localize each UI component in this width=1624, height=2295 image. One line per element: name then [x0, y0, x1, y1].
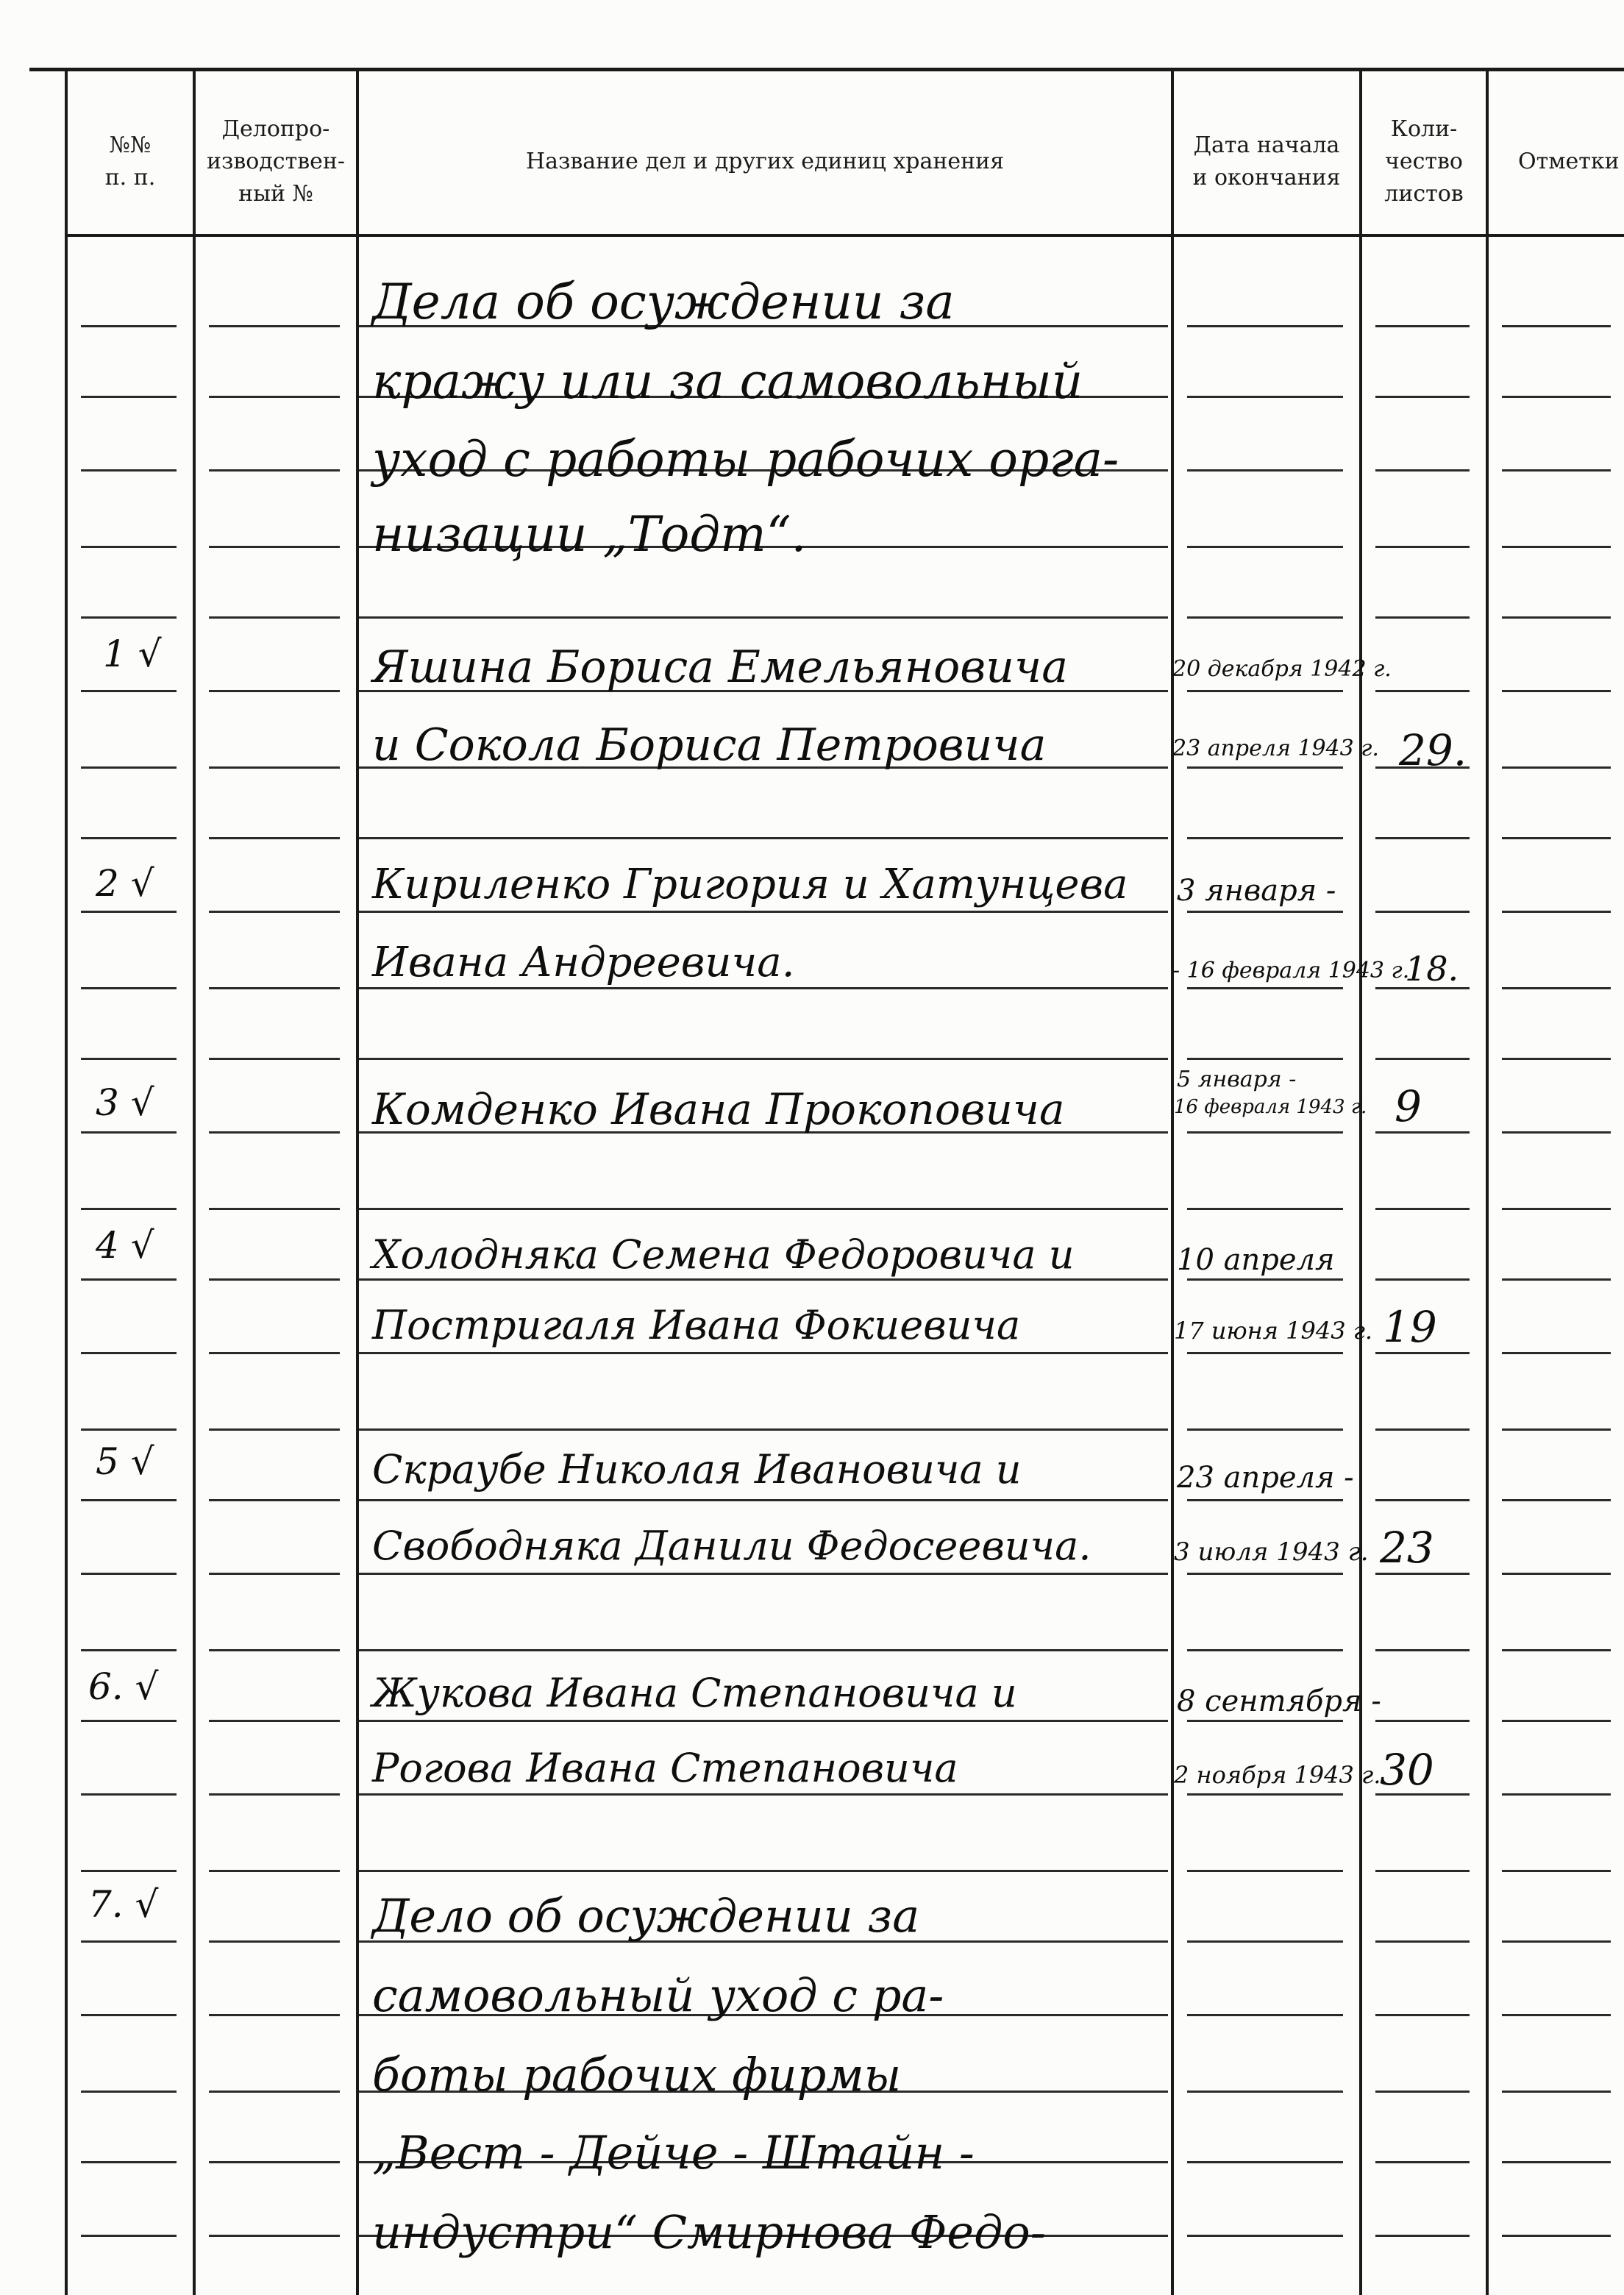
row-rule — [81, 1428, 177, 1431]
row-rule — [359, 1793, 1168, 1796]
row-rule — [1375, 2235, 1470, 2237]
entry-1-sheets: 29. — [1399, 725, 1467, 775]
entry-1-date-start: 20 декабря 1942 г. — [1172, 656, 1392, 682]
row-rule — [209, 325, 340, 327]
row-rule — [209, 469, 340, 472]
row-rule — [209, 546, 340, 548]
row-rule — [1187, 2091, 1343, 2093]
row-rule — [81, 1352, 177, 1354]
entry-2-sheets: 18. — [1405, 949, 1459, 989]
row-rule — [209, 396, 340, 398]
row-rule — [1375, 325, 1470, 327]
row-rule — [1375, 469, 1470, 472]
col-sep-3 — [1171, 70, 1174, 2295]
row-rule — [1502, 1870, 1611, 1872]
entry-4-date-start: 10 апреля — [1177, 1243, 1335, 1277]
row-rule — [1502, 1131, 1611, 1134]
row-rule — [81, 1278, 177, 1281]
row-rule — [1502, 2235, 1611, 2237]
row-rule — [81, 911, 177, 913]
row-rule — [1502, 1573, 1611, 1575]
row-rule — [81, 837, 177, 839]
row-rule — [1187, 1499, 1343, 1501]
row-rule — [1375, 1649, 1470, 1651]
row-rule — [1187, 911, 1343, 913]
entry-3-index: 3 √ — [96, 1081, 154, 1124]
row-rule — [209, 1131, 340, 1134]
row-rule — [1502, 1278, 1611, 1281]
header-bottom-border — [66, 234, 1624, 237]
entry-7-line3: боты рабочих фирмы — [372, 2048, 902, 2102]
row-rule — [209, 1649, 340, 1651]
row-rule — [209, 837, 340, 839]
row-rule — [1502, 325, 1611, 327]
table-top-border — [29, 68, 1624, 71]
row-rule — [209, 1428, 340, 1431]
row-rule — [81, 1573, 177, 1575]
row-rule — [81, 396, 177, 398]
row-rule — [1502, 1499, 1611, 1501]
entry-7-line5: индустри“ Смирнова Федо- — [372, 2205, 1046, 2259]
entry-7-line2: самовольный уход с ра- — [372, 1968, 944, 2022]
row-rule — [1375, 1499, 1470, 1501]
row-rule — [1375, 1720, 1470, 1722]
row-rule — [209, 1058, 340, 1060]
entry-7-index: 7. √ — [88, 1883, 159, 1926]
header-dates: Дата начала и окончания — [1192, 132, 1341, 191]
entry-2-index: 2 √ — [96, 862, 154, 905]
row-rule — [1187, 616, 1343, 619]
entry-3-line1: Комденко Ивана Прокоповича — [372, 1084, 1065, 1134]
row-rule — [1502, 2161, 1611, 2163]
row-rule — [81, 987, 177, 989]
row-rule — [81, 2235, 177, 2237]
row-rule — [81, 2091, 177, 2093]
row-rule — [1502, 1208, 1611, 1210]
row-rule — [1502, 1428, 1611, 1431]
row-rule — [359, 837, 1168, 839]
entry-2-line2: Ивана Андреевича. — [372, 939, 795, 986]
row-rule — [1187, 469, 1343, 472]
row-rule — [1187, 1131, 1343, 1134]
entry-6-sheets: 30 — [1380, 1745, 1434, 1795]
row-rule — [359, 1352, 1168, 1354]
row-rule — [359, 1208, 1168, 1210]
row-rule — [81, 1940, 177, 1943]
row-rule — [359, 1870, 1168, 1872]
row-rule — [1375, 1428, 1470, 1431]
col-sep-left — [65, 70, 68, 2295]
row-rule — [1375, 546, 1470, 548]
row-rule — [359, 1649, 1168, 1651]
row-rule — [209, 2014, 340, 2016]
row-rule — [1375, 911, 1470, 913]
row-rule — [209, 1940, 340, 1943]
entry-intro-line4: низации „Тодт“. — [372, 506, 807, 563]
row-rule — [1502, 987, 1611, 989]
entry-4-sheets: 19 — [1383, 1302, 1437, 1352]
row-rule — [359, 1720, 1168, 1722]
entry-3-sheets: 9 — [1395, 1081, 1422, 1131]
row-rule — [209, 1793, 340, 1796]
row-rule — [81, 1870, 177, 1872]
row-rule — [81, 1499, 177, 1501]
header-title: Название дел и других единиц хранения — [525, 149, 1005, 174]
row-rule — [1375, 1573, 1470, 1575]
row-rule — [1502, 1058, 1611, 1060]
entry-5-date-start: 23 апреля - — [1177, 1461, 1354, 1495]
entry-1-line2: и Сокола Бориса Петровича — [372, 719, 1047, 771]
entry-2-date-end: - 16 февраля 1943 г. — [1172, 958, 1410, 983]
row-rule — [1375, 1870, 1470, 1872]
row-rule — [81, 1131, 177, 1134]
header-number: №№ п. п. — [104, 132, 156, 191]
row-rule — [359, 1499, 1168, 1501]
entry-5-date-end: 3 июля 1943 г. — [1174, 1537, 1369, 1567]
entry-3-date-end: 16 февраля 1943 г. — [1174, 1096, 1367, 1118]
entry-1-date-end: 23 апреля 1943 г. — [1172, 736, 1379, 761]
header-office-number: Делопро- изводствен- ный № — [207, 116, 345, 207]
header-sheets: Коли- чество листов — [1384, 116, 1464, 207]
row-rule — [81, 2014, 177, 2016]
row-rule — [1502, 1793, 1611, 1796]
row-rule — [1187, 1278, 1343, 1281]
row-rule — [359, 987, 1168, 989]
row-rule — [1502, 1940, 1611, 1943]
row-rule — [81, 1208, 177, 1210]
row-rule — [209, 987, 340, 989]
row-rule — [1502, 1352, 1611, 1354]
row-rule — [1375, 2161, 1470, 2163]
row-rule — [359, 911, 1168, 913]
row-rule — [1375, 2014, 1470, 2016]
row-rule — [1187, 546, 1343, 548]
row-rule — [209, 911, 340, 913]
entry-7-line4: „Вест - Дейче - Штайн - — [372, 2126, 975, 2180]
row-rule — [1375, 396, 1470, 398]
row-rule — [81, 766, 177, 769]
row-rule — [359, 1428, 1168, 1431]
col-sep-1 — [193, 70, 196, 2295]
row-rule — [209, 766, 340, 769]
entry-6-line2: Рогова Ивана Степановича — [372, 1745, 958, 1791]
row-rule — [1187, 2014, 1343, 2016]
row-rule — [1502, 396, 1611, 398]
row-rule — [209, 1870, 340, 1872]
row-rule — [1187, 1720, 1343, 1722]
row-rule — [1375, 1352, 1470, 1354]
entry-7-line1: Дело об осуждении за — [372, 1889, 920, 1943]
col-sep-5 — [1486, 70, 1489, 2295]
entry-5-sheets: 23 — [1380, 1523, 1434, 1573]
entry-5-line1: Скраубе Николая Ивановича и — [372, 1446, 1022, 1492]
row-rule — [1375, 1208, 1470, 1210]
row-rule — [1187, 1940, 1343, 1943]
row-rule — [209, 2235, 340, 2237]
row-rule — [1187, 1573, 1343, 1575]
entry-6-index: 6. √ — [88, 1665, 159, 1708]
entry-2-line1: Кириленко Григория и Хатунцева — [372, 861, 1128, 908]
row-rule — [1375, 1278, 1470, 1281]
row-rule — [1502, 1649, 1611, 1651]
entry-4-index: 4 √ — [96, 1224, 154, 1267]
entry-1-line1: Яшина Бориса Емельяновича — [372, 641, 1068, 693]
row-rule — [1187, 837, 1343, 839]
row-rule — [1502, 2091, 1611, 2093]
row-rule — [1187, 1352, 1343, 1354]
row-rule — [1502, 690, 1611, 692]
row-rule — [1502, 911, 1611, 913]
row-rule — [81, 546, 177, 548]
row-rule — [81, 1793, 177, 1796]
row-rule — [1502, 616, 1611, 619]
col-sep-4 — [1359, 70, 1362, 2295]
row-rule — [81, 2161, 177, 2163]
row-rule — [209, 2091, 340, 2093]
entry-4-date-end: 17 июня 1943 г. — [1174, 1317, 1373, 1345]
row-rule — [209, 1499, 340, 1501]
row-rule — [81, 469, 177, 472]
entry-6-date-start: 8 сентября - — [1177, 1684, 1381, 1718]
row-rule — [1375, 616, 1470, 619]
row-rule — [81, 690, 177, 692]
row-rule — [81, 1058, 177, 1060]
row-rule — [209, 1352, 340, 1354]
row-rule — [1187, 2235, 1343, 2237]
row-rule — [359, 1278, 1168, 1281]
row-rule — [1375, 1131, 1470, 1134]
row-rule — [81, 325, 177, 327]
entry-intro-line2: кражу или за самовольный — [372, 353, 1083, 410]
entry-5-index: 5 √ — [96, 1440, 154, 1483]
row-rule — [1375, 1058, 1470, 1060]
row-rule — [1375, 690, 1470, 692]
entry-intro-line3: уход с работы рабочих орга- — [372, 431, 1119, 488]
entry-4-line2: Постригаля Ивана Фокиевича — [372, 1302, 1021, 1348]
row-rule — [1187, 325, 1343, 327]
entry-2-date-start: 3 января - — [1177, 874, 1336, 908]
row-rule — [1187, 2161, 1343, 2163]
row-rule — [1187, 1870, 1343, 1872]
entry-5-line2: Свободняка Данили Федосеевича. — [372, 1523, 1091, 1569]
row-rule — [1187, 1649, 1343, 1651]
row-rule — [209, 1278, 340, 1281]
row-rule — [1187, 1058, 1343, 1060]
entry-intro-line1: Дела об осуждении за — [372, 274, 955, 330]
row-rule — [1187, 1428, 1343, 1431]
row-rule — [209, 690, 340, 692]
row-rule — [1502, 469, 1611, 472]
row-rule — [209, 1208, 340, 1210]
header-notes: Отметки — [1518, 149, 1620, 174]
row-rule — [1502, 1720, 1611, 1722]
row-rule — [1502, 837, 1611, 839]
row-rule — [1502, 546, 1611, 548]
row-rule — [209, 1573, 340, 1575]
row-rule — [1502, 2014, 1611, 2016]
entry-6-date-end: 2 ноября 1943 г. — [1174, 1761, 1381, 1789]
row-rule — [209, 616, 340, 619]
row-rule — [359, 616, 1168, 619]
entry-6-line1: Жукова Ивана Степановича и — [372, 1670, 1017, 1716]
row-rule — [1375, 1940, 1470, 1943]
row-rule — [1187, 690, 1343, 692]
row-rule — [81, 616, 177, 619]
row-rule — [81, 1720, 177, 1722]
row-rule — [1187, 1208, 1343, 1210]
entry-1-index: 1 √ — [103, 633, 162, 675]
entry-4-line1: Холодняка Семена Федоровича и — [372, 1231, 1075, 1278]
row-rule — [1375, 2091, 1470, 2093]
col-sep-2 — [356, 70, 359, 2295]
entry-3-date-start: 5 января - — [1177, 1067, 1297, 1092]
row-rule — [1187, 396, 1343, 398]
row-rule — [209, 2161, 340, 2163]
row-rule — [359, 1573, 1168, 1575]
row-rule — [1502, 766, 1611, 769]
row-rule — [1187, 987, 1343, 989]
row-rule — [359, 1058, 1168, 1060]
row-rule — [1375, 837, 1470, 839]
row-rule — [209, 1720, 340, 1722]
row-rule — [81, 1649, 177, 1651]
row-rule — [1187, 766, 1343, 769]
row-rule — [1187, 1793, 1343, 1796]
